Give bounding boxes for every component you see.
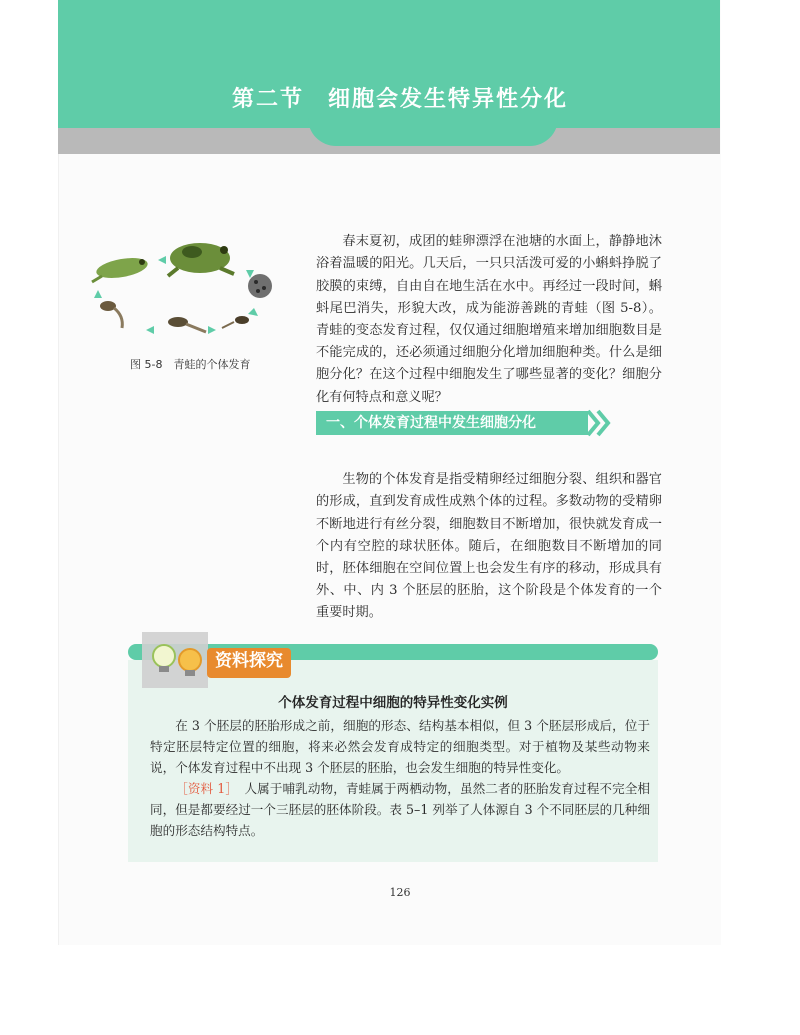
intro-paragraph: 春末夏初，成团的蛙卵漂浮在池塘的水面上，静静地沐浴着温暖的阳光。几天后，一只只活泼可爱的小蝌蚪挣脱了胶膜的束缚，自由自在地生活在水中。再经过一段时间，蝌蚪尾巴消失，形貌大改，成为能游善跳的青蛙（图 5-8）。青蛙的变态发育过程，仅仅通过细胞增殖来增加细胞数目是不能完成的，还必须通过细胞分化增加细胞种类。什么是细胞分化？在这个过程中细胞发生了哪些显著的变化？细胞分化有何特点和意义呢？ xyxy=(316,234,662,405)
tadpole-images xyxy=(100,301,249,332)
header-tab xyxy=(308,118,558,146)
resource-badge: 资料探究 xyxy=(207,648,291,678)
resource-paragraph-2 xyxy=(150,778,650,841)
section-title: 第二节 细胞会发生特异性分化 xyxy=(231,87,568,112)
adult-frog-image xyxy=(168,243,234,276)
frog-lifecycle-illustration xyxy=(88,236,278,346)
material-tag: ［资料 1］ xyxy=(175,781,232,796)
resource-paragraph-1: 在 3 个胚层的胚胎形成之前，细胞的形态、结构基本相似，但 3 个胚层形成后，位于特定胚层特定位置的细胞，将来必然会发育成特定的细胞类型。对于植物及某些动物来说，个体发育过程中不出现 3 个胚层的胚胎，也会发生细胞的特异性变化。 xyxy=(150,718,650,775)
egg-mass-image xyxy=(248,274,272,298)
section-paragraph: 生物的个体发育是指受精卵经过细胞分裂、组织和器官的形成，直到发育成性成熟个体的过程。多数动物的受精卵不断地进行有丝分裂，细胞数目不断增加，很快就发育成一个内有空腔的球状胚体。随后，在细胞数目不断增加的同时，胚体细胞在空间位置上也会发生有序的移动，形成具有外、中、内 3 个胚层的胚胎，这个阶段是个体发育的一个重要时期。 xyxy=(316,472,662,621)
double-chevron-icon xyxy=(586,409,614,437)
section-heading: 一、个体发育过程中发生细胞分化 xyxy=(316,411,588,435)
figure-caption: 图 5-8 青蛙的个体发育 xyxy=(130,358,251,371)
material-text: 人属于哺乳动物，青蛙属于两栖动物，虽然二者的胚胎发育过程不完全相同，但是都要经过一个三胚层的胚体阶段。表 5–1 列举了人体源自 3 个不同胚层的几种细胞的形态结构特点。 xyxy=(150,781,651,838)
page-number: 126 xyxy=(389,886,411,899)
resource-box-title: 个体发育过程中细胞的特异性变化实例 xyxy=(278,695,508,711)
lightbulb-icon xyxy=(148,640,208,680)
young-frog-image xyxy=(92,255,149,282)
resource-box-text xyxy=(150,715,650,841)
